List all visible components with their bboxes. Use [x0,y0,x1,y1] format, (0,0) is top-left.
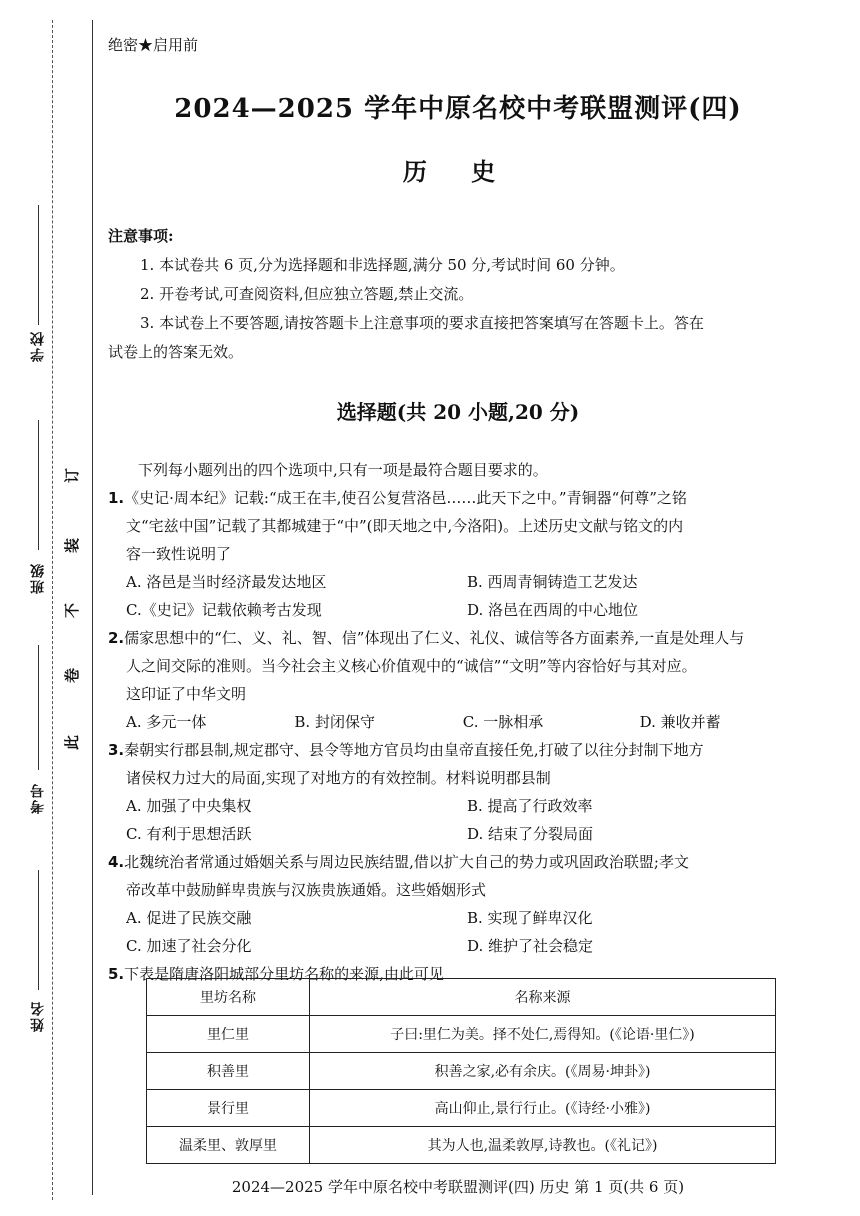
page-footer: 2024—2025 学年中原名校中考联盟测评(四) 历史 第 1 页(共 6 页) [231,1178,685,1196]
option-list [108,568,808,624]
table-cell: 景行里 [147,1090,310,1127]
question-number: 5. [108,965,125,983]
question-4 [108,848,808,960]
option-c: C. 加速了社会分化 [126,937,252,955]
question-1 [108,484,808,624]
question-text: 这印证了中华文明 [126,685,247,703]
binding-margin [0,0,98,1216]
option-c: C. 有利于思想活跃 [126,825,252,843]
option-d: D. 兼收并蓄 [639,713,721,731]
table-row [147,1016,776,1053]
option-b: B. 实现了鲜卑汉化 [467,909,593,927]
binding-dashed-line [52,20,53,1200]
table-row [147,1090,776,1127]
table-cell: 子曰:里仁为美。择不处仁,焉得知。(《论语·里仁》) [310,1016,776,1053]
question-2 [108,624,808,736]
table-cell: 积善之家,必有余庆。(《周易·坤卦》) [310,1053,776,1090]
class-label: 班级 [30,562,46,594]
question-text: 文“宅兹中国”记载了其都城建于“中”(即天地之中,今洛阳)。上述历史文献与铭文的内 [126,517,684,535]
table-row [147,1053,776,1090]
binding-char-ding: 订 [63,467,82,484]
notes-item: 1. 本试卷共 6 页,分为选择题和非选择题,满分 50 分,考试时间 60 分钟。 [140,256,625,274]
option-b: B. 西周青铜铸造工艺发达 [467,573,638,591]
option-c: C.《史记》记载依赖考古发现 [126,601,322,619]
table-row [147,1127,776,1164]
question-text: 人之间交际的准则。当今社会主义核心价值观中的“诚信”“文明”等内容恰好与其对应。 [126,657,697,675]
question-number: 1. [108,489,125,507]
notes-item: 3. 本试卷上不要答题,请按答题卡上注意事项的要求直接把答案填写在答题卡上。答在 [140,314,704,332]
question-number: 2. [108,629,125,647]
question-text: 儒家思想中的“仁、义、礼、智、信”体现出了仁义、礼仪、诚信等各方面素养,一直是处理人与 [124,629,745,647]
exam-number-fill-line [38,645,39,770]
option-d: D. 维护了社会稳定 [467,937,594,955]
table-cell: 温柔里、敦厚里 [147,1127,310,1164]
question-3 [108,736,808,848]
notes-item: 2. 开卷考试,可查阅资料,但应独立答题,禁止交流。 [140,285,474,303]
option-list [108,904,808,960]
name-fill-line [38,870,39,990]
question-number: 4. [108,853,125,871]
table-header-cell: 名称来源 [310,979,776,1016]
notes-section [108,222,808,367]
notes-item: 试卷上的答案无效。 [108,343,244,361]
question-text: 帝改革中鼓励鲜卑贵族与汉族贵族通婚。这些婚姻形式 [126,881,487,899]
question-text: 下表是隋唐洛阳城部分里坊名称的来源,由此可见 [124,965,444,983]
table-cell: 积善里 [147,1053,310,1090]
exam-title: 2024—2025 学年中原名校中考联盟测评(四) [174,94,742,124]
option-b: B. 提高了行政效率 [467,797,593,815]
section-intro: 下列每小题列出的四个选项中,只有一项是最符合题目要求的。 [138,461,548,479]
notes-heading: 注意事项: [108,227,174,245]
option-c: C. 一脉相承 [462,713,544,731]
table-cell: 其为人也,温柔敦厚,诗教也。(《礼记》) [310,1127,776,1164]
option-list [108,792,808,848]
option-a: A. 加强了中央集权 [126,797,252,815]
option-list [108,708,808,736]
school-fill-line [38,205,39,325]
question-number: 3. [108,741,125,759]
binding-char-bu: 不 [63,602,82,619]
option-a: A. 多元一体 [126,713,207,731]
question-text: 《史记·周本纪》记载:“成王在丰,使召公复营洛邑……此天下之中。”青铜器“何尊”之铭 [124,489,687,507]
question-text: 容一致性说明了 [126,545,232,563]
option-b: B. 封闭保守 [294,713,375,731]
table-header-row [147,979,776,1016]
table-cell: 高山仰止,景行行止。(《诗经·小雅》) [310,1090,776,1127]
question-text: 北魏统治者常通过婚姻关系与周边民族结盟,借以扩大自己的势力或巩固政治联盟;孝文 [124,853,689,871]
lifang-name-table [146,978,776,1164]
questions-area [108,456,808,988]
binding-char-juan: 卷 [63,667,82,684]
binding-solid-line [92,20,93,1195]
name-label: 姓名 [30,1000,46,1032]
binding-char-zhuang: 装 [63,537,82,554]
question-text: 诸侯权力过大的局面,实现了对地方的有效控制。材料说明郡县制 [126,769,551,787]
class-fill-line [38,420,39,550]
option-a: A. 洛邑是当时经济最发达地区 [126,573,327,591]
table-cell: 里仁里 [147,1016,310,1053]
option-d: D. 洛邑在西周的中心地位 [467,601,639,619]
option-a: A. 促进了民族交融 [126,909,252,927]
option-d: D. 结束了分裂局面 [467,825,594,843]
section-title: 选择题(共 20 小题,20 分) [336,400,580,424]
school-label: 学校 [30,330,46,362]
exam-number-label: 考号 [30,782,46,814]
confidential-mark: 绝密★启用前 [108,36,199,54]
question-text: 秦朝实行郡县制,规定郡守、县令等地方官员均由皇帝直接任免,打破了以往分封制下地方 [124,741,704,759]
subject-title: 历 史 [402,157,514,186]
table-header-cell: 里坊名称 [147,979,310,1016]
binding-char-ci: 此 [63,734,82,751]
